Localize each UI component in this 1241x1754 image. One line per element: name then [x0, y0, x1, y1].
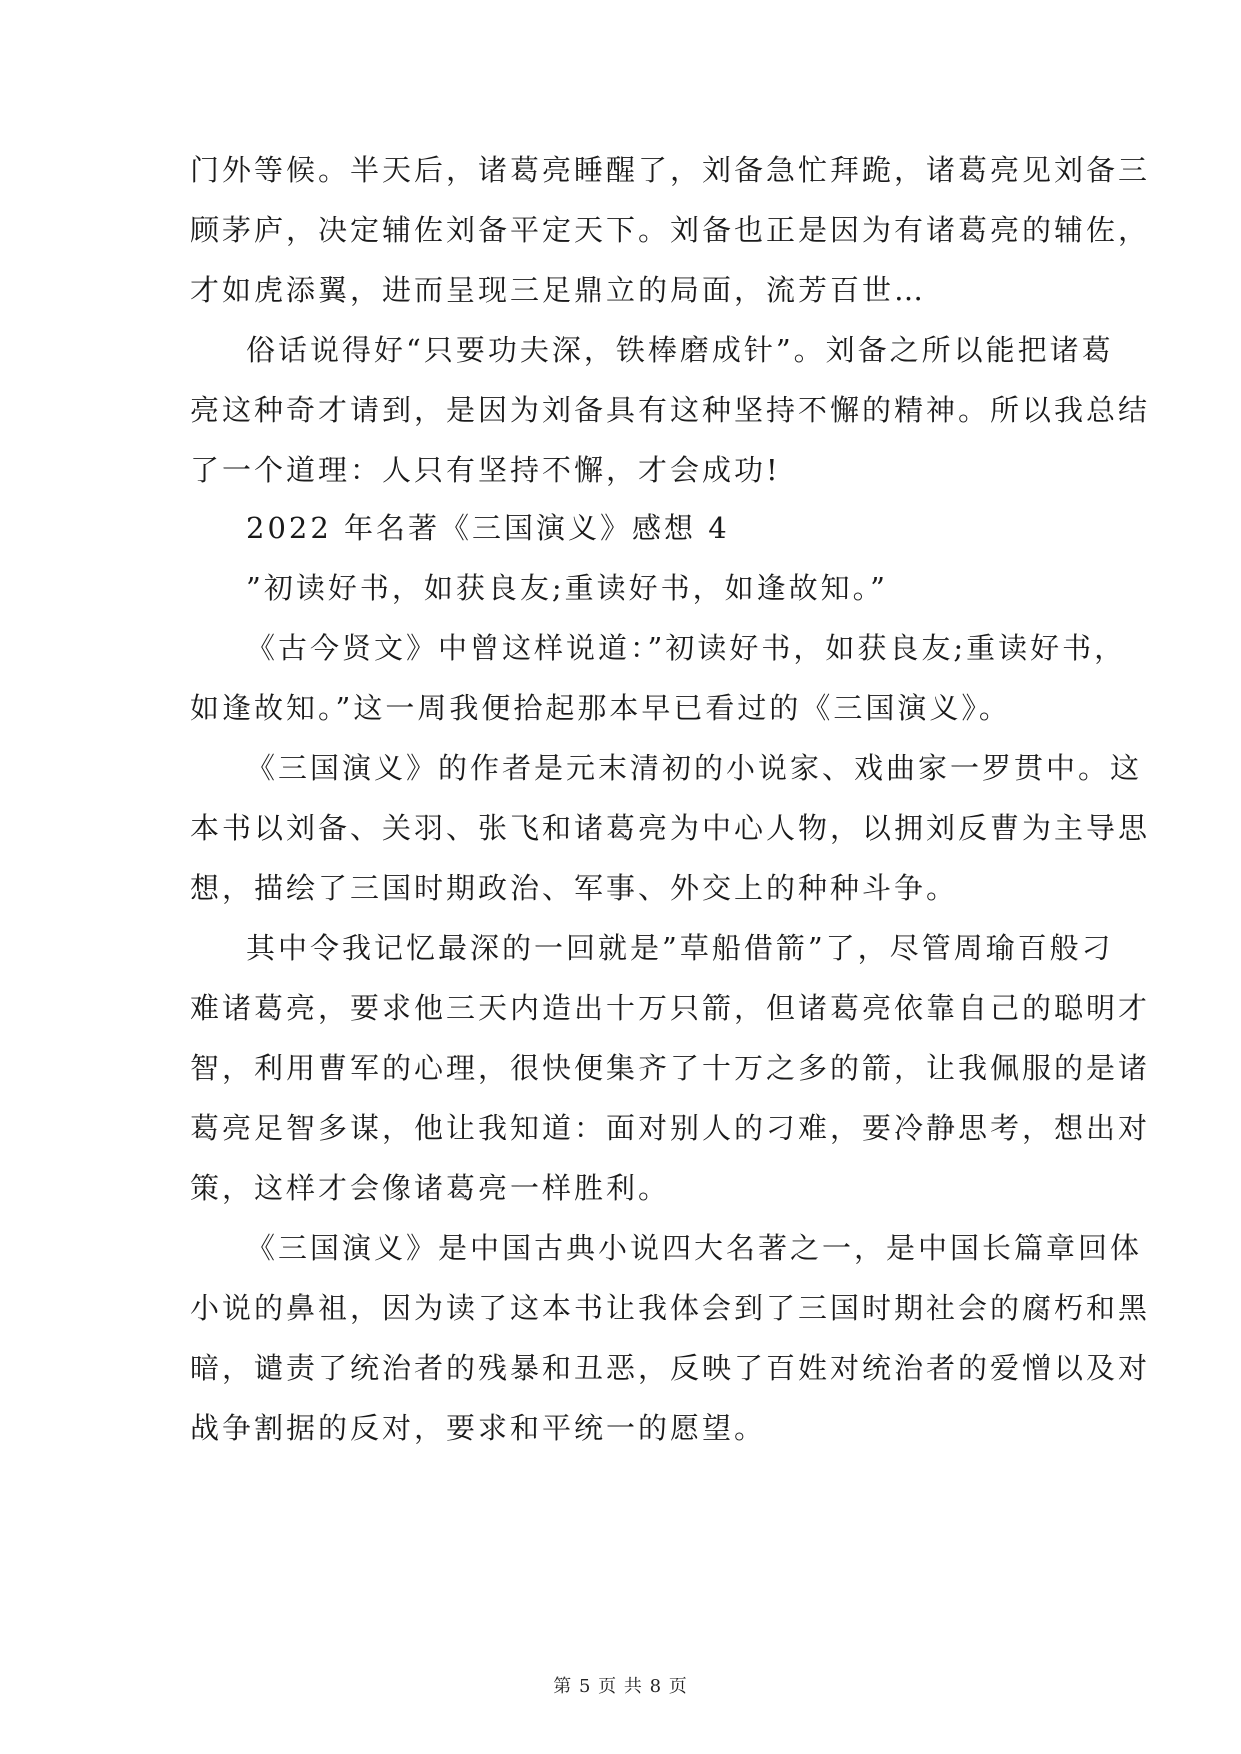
text-line: 想，描绘了三国时期政治、军事、外交上的种种斗争。: [190, 871, 959, 905]
text-line: 暗，谴责了统治者的残暴和丑恶，反映了百姓对统治者的爱憎以及对: [190, 1351, 1151, 1385]
text-line: 顾茅庐，决定辅佐刘备平定天下。刘备也正是因为有诸葛亮的辅佐，: [190, 213, 1151, 247]
text-line: 才如虎添翼，进而呈现三足鼎立的局面，流芳百世…: [190, 273, 927, 307]
text-line: 智，利用曹军的心理，很快便集齐了十万之多的箭，让我佩服的是诸: [190, 1051, 1151, 1085]
text-line: 门外等候。半天后，诸葛亮睡醒了，刘备急忙拜跪，诸葛亮见刘备三: [190, 153, 1151, 187]
paragraph-first-line: 其中令我记忆最深的一回就是”草船借箭”了，尽管周瑜百般刁: [246, 931, 1114, 965]
page-footer: 第 5 页 共 8 页: [553, 1676, 688, 1697]
paragraph-first-line: 《三国演义》是中国古典小说四大名著之一，是中国长篇章回体: [246, 1231, 1143, 1265]
text-line: 策，这样才会像诸葛亮一样胜利。: [190, 1171, 671, 1205]
text-line: 如逢故知。”这一周我便拾起那本早已看过的《三国演义》。: [190, 691, 1011, 725]
paragraph-first-line: 《三国演义》的作者是元末清初的小说家、戏曲家一罗贯中。这: [246, 751, 1143, 785]
section-heading: 2022 年名著《三国演义》感想 4: [246, 511, 730, 545]
text-line: 难诸葛亮，要求他三天内造出十万只箭，但诸葛亮依靠自己的聪明才: [190, 991, 1151, 1025]
paragraph-first-line: 俗话说得好“只要功夫深，铁棒磨成针”。刘备之所以能把诸葛: [246, 333, 1114, 367]
text-line: 小说的鼻祖，因为读了这本书让我体会到了三国时期社会的腐朽和黑: [190, 1291, 1151, 1325]
paragraph-first-line: 《古今贤文》中曾这样说道：”初读好书，如获良友;重读好书，: [246, 631, 1127, 665]
text-line: 亮这种奇才请到，是因为刘备具有这种坚持不懈的精神。所以我总结: [190, 393, 1151, 427]
text-line: 葛亮足智多谋，他让我知道：面对别人的刁难，要冷静思考，想出对: [190, 1111, 1151, 1145]
text-line: 了一个道理：人只有坚持不懈，才会成功!: [190, 453, 781, 487]
text-line: 本书以刘备、关羽、张飞和诸葛亮为中心人物，以拥刘反曹为主导思: [190, 811, 1151, 845]
text-line: 战争割据的反对，要求和平统一的愿望。: [190, 1411, 767, 1445]
quote-line: ”初读好书，如获良友;重读好书，如逢故知。”: [246, 571, 888, 605]
